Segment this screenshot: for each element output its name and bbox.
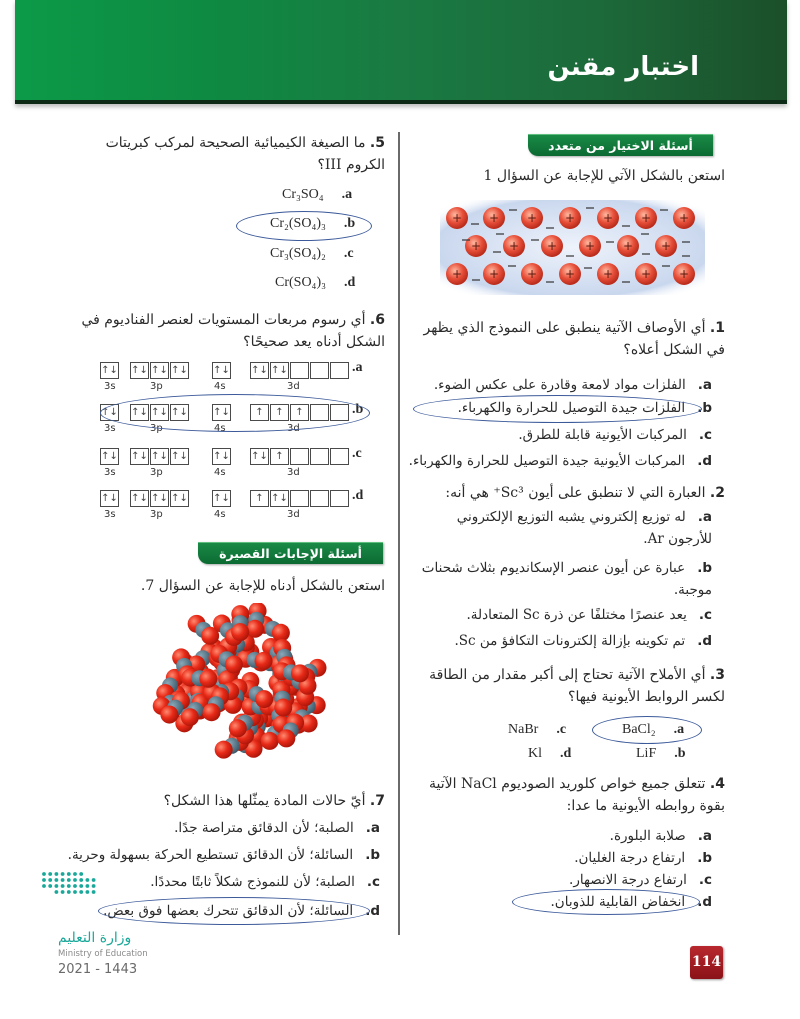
svg-text:+: + [488, 267, 500, 281]
metal-cation [673, 263, 695, 285]
question-text: أي الأوصاف الآتية ينطبق على النموذج الذي يظهر في الشكل أعلاه؟ [423, 320, 725, 358]
q4-option-d[interactable] [551, 894, 713, 910]
metallic-bonding-figure [440, 200, 705, 295]
svg-text:+: + [640, 267, 652, 281]
question-number: 4. [709, 776, 725, 792]
option-letter: d. [697, 894, 712, 910]
question-number: 3. [709, 667, 725, 683]
logo-dot [55, 884, 59, 888]
orbital-box: ↑↓ [212, 362, 231, 379]
logo-dot [42, 878, 46, 882]
question-7 [65, 790, 385, 812]
question-number: 6. [369, 312, 385, 328]
svg-text:+: + [546, 239, 558, 253]
orbital-box: ↑↓ [150, 448, 169, 465]
orbital-box: ↑↓ [170, 448, 189, 465]
logo-dot [55, 872, 59, 876]
orbital-box [290, 362, 309, 379]
q2-option-d[interactable] [454, 633, 712, 649]
option-letter: .c [343, 246, 354, 261]
orbital-label: 3p [150, 423, 163, 434]
option-text: ارتفاع درجة الغليان. [574, 850, 686, 866]
orbital-box: ↑↓ [150, 404, 169, 421]
ministry-english-text: Ministry of Education [58, 949, 148, 959]
orbital-label: 4s [214, 467, 226, 478]
q3-option-d[interactable] [528, 746, 571, 762]
orbital-box [330, 404, 349, 421]
option-letter: b. [697, 400, 712, 416]
orbital-label: 3s [104, 467, 116, 478]
option-text: السائلة؛ لأن الدقائق تستطيع الحركة بسهولة وحرية. [67, 847, 354, 863]
metal-cation [465, 235, 487, 257]
option-text: يعد عنصرًا مختلفًا عن ذرة Sc المتعادلة. [466, 607, 687, 623]
q3-option-c[interactable] [508, 722, 566, 738]
option-letter: a. [697, 509, 712, 525]
option-letter: .b [352, 402, 364, 417]
figure-intro-q7: استعن بالشكل أدناه للإجابة عن السؤال 7. [140, 578, 385, 594]
orbital-box: ↑ [270, 404, 289, 421]
section-header-short-answer: أسئلة الإجابات القصيرة [198, 542, 383, 564]
option-text: المركبات الأيونية قابلة للطرق. [518, 427, 687, 443]
orbital-box [330, 448, 349, 465]
orbital-label: 3p [150, 467, 163, 478]
option-letter: d. [365, 903, 380, 919]
metal-cation [597, 207, 619, 229]
q4-option-c[interactable] [569, 872, 712, 888]
svg-text:+: + [508, 239, 520, 253]
logo-dot [48, 872, 52, 876]
logo-dot [92, 884, 96, 888]
logo-dot [67, 890, 71, 894]
orbital-box [310, 404, 329, 421]
q1-option-d[interactable] [409, 453, 712, 469]
option-text: Cr₃(SO₄)₂ [270, 246, 326, 261]
figure-intro-q1: استعن بالشكل الآتي للإجابة عن السؤال 1 [483, 168, 725, 184]
option-letter: .a [341, 187, 353, 202]
co2-molecule [181, 669, 217, 688]
svg-text:+: + [451, 211, 463, 225]
orbital-box: ↑↓ [250, 362, 269, 379]
q5-option-a[interactable] [282, 187, 352, 203]
orbital-box: ↑↓ [270, 490, 289, 507]
metal-cation [521, 207, 543, 229]
logo-dot [67, 884, 71, 888]
co2-molecule [273, 662, 309, 682]
logo-dot [73, 890, 77, 894]
metal-cation [483, 207, 505, 229]
orbital-box: ↑↓ [270, 362, 289, 379]
svg-text:+: + [678, 267, 690, 281]
orbital-box [330, 490, 349, 507]
question-text: أي الأملاح الآتية تحتاج إلى أكبر مقدار من الطاقة لكسر الروابط الأيونية فيها؟ [429, 667, 725, 705]
logo-dot [61, 890, 65, 894]
q3-option-b[interactable] [636, 746, 686, 762]
svg-text:+: + [564, 211, 576, 225]
option-text: ارتفاع درجة الانصهار. [569, 872, 687, 888]
orbital-label: 4s [214, 381, 226, 392]
q2-option-b[interactable] [412, 557, 712, 601]
orbital-label: 3s [104, 423, 116, 434]
question-text: أي رسوم مربعات المستويات لعنصر الفناديوم في الشكل أدناه يعد صحيحًا؟ [81, 312, 385, 350]
orbital-box: ↑↓ [100, 490, 119, 507]
orbital-box [290, 490, 309, 507]
orbital-box: ↑↓ [150, 490, 169, 507]
orbital-box: ↑↓ [100, 404, 119, 421]
logo-dot [92, 878, 96, 882]
orbital-box [330, 362, 349, 379]
metal-cation [635, 263, 657, 285]
option-letter: .a [352, 360, 363, 375]
svg-text:+: + [526, 211, 538, 225]
q5-option-d[interactable] [275, 275, 355, 291]
metal-cation [541, 235, 563, 257]
orbital-label: 3s [104, 509, 116, 520]
logo-dot [55, 878, 59, 882]
logo-dot [86, 890, 90, 894]
orbital-box: ↑↓ [100, 448, 119, 465]
co2-molecule [231, 605, 249, 641]
header-banner [15, 0, 787, 104]
option-letter: .b [674, 746, 686, 761]
orbital-box [310, 490, 329, 507]
orbital-box: ↑↓ [212, 448, 231, 465]
orbital-option-d[interactable] [100, 490, 380, 528]
logo-dot [92, 890, 96, 894]
orbital-box: ↑ [250, 404, 269, 421]
q1-option-c[interactable] [518, 427, 712, 443]
edition-year: 2021 - 1443 [58, 962, 138, 977]
question-3 [415, 664, 725, 708]
option-text: BaCl₂ [622, 722, 656, 737]
orbital-option-c[interactable] [100, 448, 380, 486]
orbital-box: ↑↓ [170, 490, 189, 507]
option-text: تم تكوينه بإزالة إلكترونات التكافؤ من Sc. [454, 633, 686, 649]
question-1 [415, 317, 725, 361]
orbital-box: ↑↓ [130, 448, 149, 465]
question-text: أيّ حالات المادة يمثّلها هذا الشكل؟ [163, 793, 366, 809]
orbital-box: ↑↓ [130, 362, 149, 379]
option-text: عبارة عن أيون عنصر الإسكانديوم بثلاث شحنات موجبة. [421, 560, 712, 598]
orbital-label: 3p [150, 509, 163, 520]
option-text: الصلبة؛ لأن الدقائق متراصة جدًا. [174, 820, 354, 836]
option-letter: .b [343, 216, 356, 231]
option-letter: c. [698, 607, 712, 623]
svg-text:+: + [564, 267, 576, 281]
molecule-cluster-figure [150, 603, 330, 768]
metal-cation [483, 263, 505, 285]
option-letter: d. [697, 453, 712, 469]
option-letter: a. [697, 377, 712, 393]
orbital-box: ↑↓ [170, 404, 189, 421]
metal-cation [673, 207, 695, 229]
logo-dot [42, 884, 46, 888]
logo-dot [86, 884, 90, 888]
q1-option-b[interactable] [458, 400, 712, 416]
option-letter: .c [556, 722, 567, 737]
q1-option-a[interactable] [434, 377, 712, 393]
metal-cation [446, 207, 468, 229]
logo-dot [67, 872, 71, 876]
orbital-box: ↑↓ [130, 490, 149, 507]
orbital-label: 3d [287, 381, 300, 392]
option-text: السائلة؛ لأن الدقائق تتحرك بعضها فوق بعض. [103, 903, 354, 919]
svg-text:+: + [622, 239, 634, 253]
logo-dot [61, 878, 65, 882]
option-text: الصلبة؛ لأن للنموذج شكلاً ثابتًا محددًا. [150, 874, 355, 890]
option-text: Cr₃SO₄ [282, 187, 324, 202]
q5-option-c[interactable] [270, 246, 354, 262]
logo-dot [61, 884, 65, 888]
orbital-label: 4s [214, 423, 226, 434]
orbital-box [310, 448, 329, 465]
q4-option-b[interactable] [574, 850, 712, 866]
logo-dot [67, 878, 71, 882]
option-text: Cr(SO₄)₃ [275, 275, 326, 290]
q5-option-b[interactable] [270, 216, 355, 232]
logo-dot [79, 872, 83, 876]
logo-dot [42, 872, 46, 876]
question-text: تتعلق جميع خواص كلوريد الصوديوم NaCl الآتية بقوة روابطه الأيونية ما عدا: [429, 776, 725, 814]
option-letter: b. [697, 560, 712, 576]
logo-dot [48, 884, 52, 888]
svg-text:+: + [526, 267, 538, 281]
question-2 [415, 482, 725, 504]
question-4 [415, 773, 725, 817]
orbital-box: ↑↓ [212, 404, 231, 421]
question-number: 5. [369, 135, 385, 151]
svg-text:+: + [584, 239, 596, 253]
option-letter: d. [697, 633, 712, 649]
metal-cation [521, 263, 543, 285]
question-number: 7. [369, 793, 385, 809]
page-number-badge: 114 [690, 946, 723, 979]
section-header-multiple-choice: أسئلة الاختيار من متعدد [528, 134, 713, 156]
orbital-label: 3p [150, 381, 163, 392]
svg-text:+: + [488, 211, 500, 225]
logo-dot [61, 872, 65, 876]
svg-text:+: + [678, 211, 690, 225]
q7-option-c[interactable] [150, 874, 380, 890]
logo-dot [73, 884, 77, 888]
orbital-box: ↑↓ [250, 448, 269, 465]
question-5 [65, 132, 385, 176]
orbital-box: ↑↓ [150, 362, 169, 379]
option-text: الفلزات جيدة التوصيل للحرارة والكهرباء. [457, 400, 686, 416]
metal-cation [617, 235, 639, 257]
option-text: صلابة البلورة. [609, 828, 686, 844]
metal-cation [446, 263, 468, 285]
logo-dot [73, 872, 77, 876]
orbital-box: ↑ [290, 404, 309, 421]
q4-option-a[interactable] [610, 828, 712, 844]
orbital-box [290, 448, 309, 465]
ministry-logo-text: وزارة التعليم [58, 930, 132, 946]
logo-dot [48, 878, 52, 882]
option-letter: .d [560, 746, 572, 761]
column-divider [398, 132, 400, 935]
question-number: 2. [709, 485, 725, 501]
metal-cation [559, 263, 581, 285]
option-letter: .c [352, 446, 362, 461]
metal-cation [559, 207, 581, 229]
svg-text:+: + [470, 239, 482, 253]
logo-dot [73, 878, 77, 882]
q7-option-d[interactable] [103, 903, 380, 919]
svg-text:+: + [451, 267, 463, 281]
option-letter: b. [365, 847, 380, 863]
logo-dot [79, 884, 83, 888]
option-text: LiF [636, 746, 657, 761]
orbital-label: 3d [287, 467, 300, 478]
option-text: المركبات الأيونية جيدة التوصيل للحرارة والكهرباء. [408, 453, 686, 469]
orbital-label: 3s [104, 381, 116, 392]
orbital-box: ↑↓ [170, 362, 189, 379]
svg-text:+: + [660, 239, 672, 253]
orbital-box [310, 362, 329, 379]
svg-text:+: + [602, 267, 614, 281]
orbital-box: ↑ [270, 448, 289, 465]
orbital-option-b[interactable] [100, 404, 380, 442]
option-text: NaBr [508, 722, 539, 737]
metal-cation [655, 235, 677, 257]
orbital-label: 3d [287, 423, 300, 434]
orbital-label: 3d [287, 509, 300, 520]
q3-option-a[interactable] [622, 722, 684, 738]
logo-dot [55, 890, 59, 894]
svg-text:+: + [602, 211, 614, 225]
q2-option-a[interactable] [412, 506, 712, 550]
option-letter: .a [673, 722, 685, 737]
option-letter: c. [366, 874, 380, 890]
page-title: اختبار مقنن [547, 52, 699, 82]
option-letter: .d [343, 275, 356, 290]
metal-cation [597, 263, 619, 285]
question-text: العبارة التي لا تنطبق على أيون Sc³⁺ هي أنه: [445, 485, 706, 501]
q2-option-c[interactable] [466, 607, 712, 623]
option-letter: a. [365, 820, 380, 836]
metal-cation [503, 235, 525, 257]
option-text: Cr₂(SO₄)₃ [270, 216, 326, 231]
option-text: الفلزات مواد لامعة وقادرة على عكس الضوء. [433, 377, 686, 393]
svg-text:+: + [640, 211, 652, 225]
option-letter: c. [698, 427, 712, 443]
metal-cation [579, 235, 601, 257]
logo-dot [79, 878, 83, 882]
logo-dot [79, 890, 83, 894]
question-number: 1. [709, 320, 725, 336]
option-letter: c. [698, 872, 712, 888]
metal-cation [635, 207, 657, 229]
q7-option-b[interactable] [68, 847, 380, 863]
orbital-box: ↑↓ [130, 404, 149, 421]
option-text: انخفاض القابلية للذوبان. [550, 894, 686, 910]
orbital-label: 4s [214, 509, 226, 520]
logo-dot [86, 878, 90, 882]
ministry-logo-dots [40, 870, 98, 896]
option-text: له توزيع إلكتروني يشبه التوزيع الإلكتروني للأرجون Ar. [456, 509, 712, 547]
orbital-option-a[interactable] [100, 362, 380, 400]
option-text: Kl [528, 746, 542, 761]
orbital-box: ↑↓ [212, 490, 231, 507]
option-letter: a. [697, 828, 712, 844]
orbital-box: ↑ [250, 490, 269, 507]
option-letter: b. [697, 850, 712, 866]
q7-option-a[interactable] [174, 820, 380, 836]
option-letter: .d [352, 488, 364, 503]
question-text: ما الصيغة الكيميائية الصحيحة لمركب كبريتات الكروم III؟ [105, 135, 385, 173]
question-6 [75, 309, 385, 353]
orbital-box: ↑↓ [100, 362, 119, 379]
